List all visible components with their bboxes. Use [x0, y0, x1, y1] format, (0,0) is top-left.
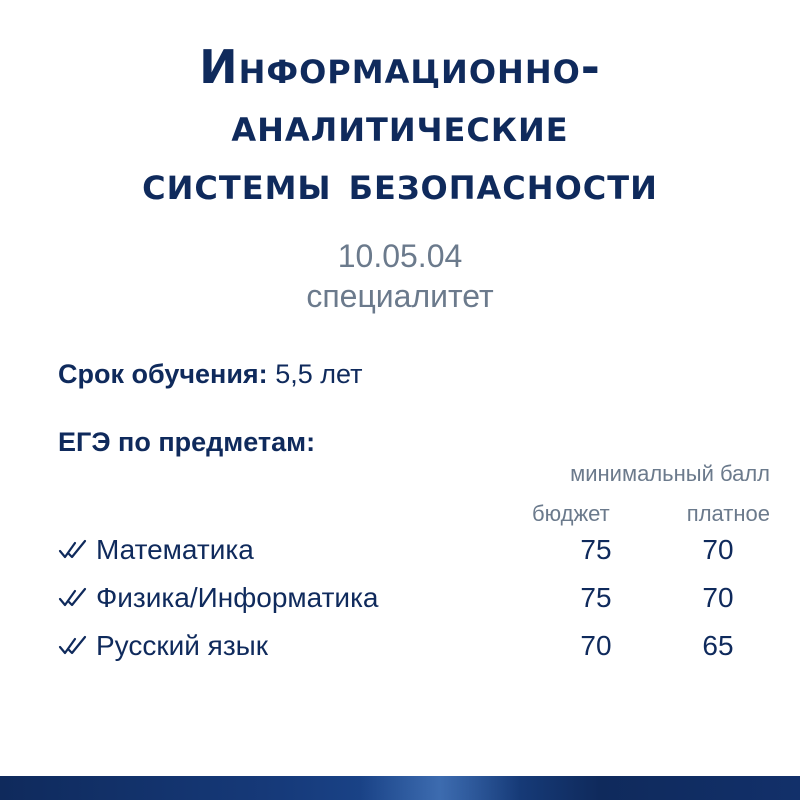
paid-score: 65: [702, 630, 734, 661]
min-score-label: минимальный балл: [570, 461, 770, 486]
budget-score: 75: [580, 534, 612, 565]
budget-score: 75: [580, 582, 612, 613]
degree-level: специалитет: [306, 278, 494, 314]
duration-label: Срок обучения:: [58, 359, 268, 389]
title-line-1: Информационно-: [199, 40, 601, 94]
exam-subject: Математика: [96, 534, 254, 565]
exam-subject: Русский язык: [96, 630, 269, 661]
paid-score: 70: [702, 582, 734, 613]
exams-heading: ЕГЭ по предметам:: [58, 427, 316, 457]
paid-score: 70: [702, 534, 734, 565]
paid-column-label: платное: [686, 501, 770, 526]
budget-score: 70: [580, 630, 612, 661]
footer-glow: [360, 776, 520, 800]
study-duration: [58, 356, 362, 392]
program-code: 10.05.04: [337, 238, 463, 274]
title-line-3: системы безопасности: [142, 156, 658, 210]
exam-row-physics-informatics: [58, 578, 778, 618]
budget-column-label: бюджет: [532, 501, 610, 526]
double-check-icon: [58, 538, 88, 562]
exam-row-math: [58, 530, 778, 570]
double-check-icon: [58, 586, 88, 610]
page-title: [0, 38, 800, 212]
duration-value: 5,5 лет: [275, 359, 363, 389]
title-line-2: аналитические: [231, 98, 569, 152]
double-check-icon: [58, 634, 88, 658]
exam-row-russian: [58, 626, 778, 666]
footer-band: [0, 776, 800, 800]
exam-subject: Физика/Информатика: [96, 582, 379, 613]
